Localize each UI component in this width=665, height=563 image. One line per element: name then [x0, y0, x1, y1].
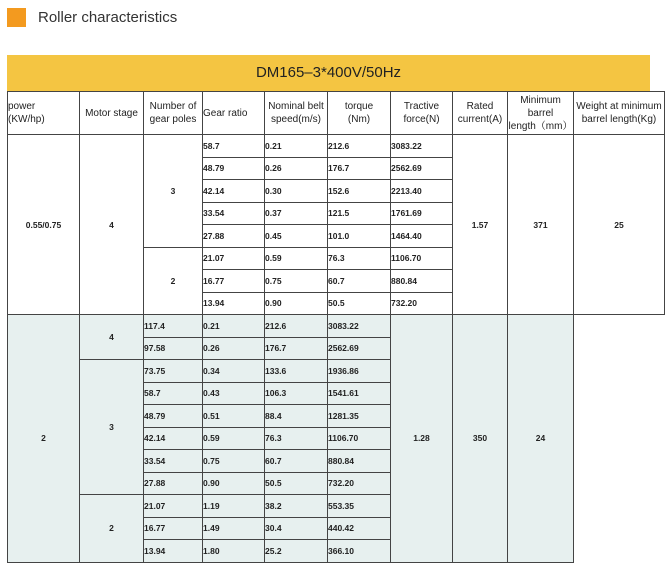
barrel-length-cell: 350	[453, 315, 508, 563]
roller-spec-table	[7, 91, 665, 563]
gear-ratio-cell: 13.94	[144, 540, 203, 563]
torque-cell: 106.3	[265, 382, 328, 405]
tractive-force-cell: 1106.70	[328, 427, 391, 450]
torque-cell: 50.5	[265, 472, 328, 495]
belt-speed-cell: 0.43	[203, 382, 265, 405]
gear-poles-cell: 4	[80, 315, 144, 360]
header-row	[8, 92, 665, 135]
col-gear-ratio: Gear ratio	[203, 92, 265, 135]
tractive-force-cell: 732.20	[328, 472, 391, 495]
belt-speed-cell: 1.19	[203, 495, 265, 518]
section-title: Roller characteristics	[38, 9, 178, 26]
tractive-force-cell: 1106.70	[391, 247, 453, 270]
torque-cell: 176.7	[328, 157, 391, 180]
belt-speed-cell: 0.21	[265, 135, 328, 158]
col-gear-poles: Number of gear poles	[144, 92, 203, 135]
gear-ratio-cell: 16.77	[144, 517, 203, 540]
belt-speed-cell: 0.30	[265, 180, 328, 203]
torque-cell: 60.7	[328, 270, 391, 293]
tractive-force-cell: 2562.69	[328, 337, 391, 360]
belt-speed-cell: 0.26	[265, 157, 328, 180]
gear-ratio-cell: 48.79	[144, 405, 203, 428]
col-torque: torque (Nm)	[328, 92, 391, 135]
gear-ratio-cell: 13.94	[203, 292, 265, 315]
tractive-force-cell: 880.84	[328, 450, 391, 473]
belt-speed-cell: 0.90	[265, 292, 328, 315]
gear-ratio-cell: 117.4	[144, 315, 203, 338]
torque-cell: 76.3	[328, 247, 391, 270]
tractive-force-cell: 366.10	[328, 540, 391, 563]
gear-ratio-cell: 27.88	[144, 472, 203, 495]
stage-group-2	[8, 315, 665, 563]
belt-speed-cell: 1.49	[203, 517, 265, 540]
barrel-length-cell: 371	[508, 135, 574, 315]
torque-cell: 60.7	[265, 450, 328, 473]
torque-cell: 88.4	[265, 405, 328, 428]
torque-cell: 176.7	[265, 337, 328, 360]
torque-cell: 212.6	[328, 135, 391, 158]
tractive-force-cell: 553.35	[328, 495, 391, 518]
belt-speed-cell: 0.75	[265, 270, 328, 293]
gear-ratio-cell: 27.88	[203, 225, 265, 248]
tractive-force-cell: 880.84	[391, 270, 453, 293]
gear-poles-cell: 2	[80, 495, 144, 563]
gear-poles-cell: 3	[144, 135, 203, 248]
model-banner: DM165–3*400V/50Hz	[7, 55, 650, 91]
section-marker-square	[7, 8, 26, 27]
tractive-force-cell: 1464.40	[391, 225, 453, 248]
gear-ratio-cell: 16.77	[203, 270, 265, 293]
gear-ratio-cell: 73.75	[144, 360, 203, 383]
tractive-force-cell: 440.42	[328, 517, 391, 540]
torque-cell: 152.6	[328, 180, 391, 203]
gear-ratio-cell: 48.79	[203, 157, 265, 180]
tractive-force-cell: 1761.69	[391, 202, 453, 225]
belt-speed-cell: 0.37	[265, 202, 328, 225]
torque-cell: 133.6	[265, 360, 328, 383]
belt-speed-cell: 0.59	[265, 247, 328, 270]
belt-speed-cell: 0.90	[203, 472, 265, 495]
weight-cell: 24	[508, 315, 574, 563]
gear-ratio-cell: 42.14	[144, 427, 203, 450]
torque-cell: 212.6	[265, 315, 328, 338]
torque-cell: 25.2	[265, 540, 328, 563]
tractive-force-cell: 2562.69	[391, 157, 453, 180]
torque-cell: 121.5	[328, 202, 391, 225]
tractive-force-cell: 3083.22	[391, 135, 453, 158]
col-min-barrel-length: Minimum barrel length（mm）	[508, 92, 574, 135]
torque-cell: 50.5	[328, 292, 391, 315]
col-motor-stage: Motor stage	[80, 92, 144, 135]
belt-speed-cell: 0.59	[203, 427, 265, 450]
torque-cell: 30.4	[265, 517, 328, 540]
col-weight: Weight at minimum barrel length(Kg)	[574, 92, 665, 135]
tractive-force-cell: 3083.22	[328, 315, 391, 338]
belt-speed-cell: 0.26	[203, 337, 265, 360]
rated-current-cell: 1.57	[453, 135, 508, 315]
belt-speed-cell: 0.45	[265, 225, 328, 248]
belt-speed-cell: 0.75	[203, 450, 265, 473]
gear-ratio-cell: 21.07	[203, 247, 265, 270]
belt-speed-cell: 0.21	[203, 315, 265, 338]
col-power: power (KW/hp)	[8, 92, 80, 135]
belt-speed-cell: 0.51	[203, 405, 265, 428]
gear-poles-cell: 3	[80, 360, 144, 495]
tractive-force-cell: 1936.86	[328, 360, 391, 383]
weight-cell: 25	[574, 135, 665, 315]
tractive-force-cell: 1281.35	[328, 405, 391, 428]
table-row	[8, 315, 665, 338]
torque-cell: 76.3	[265, 427, 328, 450]
torque-cell: 101.0	[328, 225, 391, 248]
tractive-force-cell: 732.20	[391, 292, 453, 315]
rated-current-cell: 1.28	[391, 315, 453, 563]
tractive-force-cell: 1541.61	[328, 382, 391, 405]
stage-group-4	[8, 135, 665, 315]
tractive-force-cell: 2213.40	[391, 180, 453, 203]
table-row	[8, 135, 665, 158]
power-cell: 0.55/0.75	[8, 135, 80, 315]
motor-stage-cell: 2	[8, 315, 80, 563]
gear-ratio-cell: 97.58	[144, 337, 203, 360]
gear-ratio-cell: 33.54	[203, 202, 265, 225]
gear-poles-cell: 2	[144, 247, 203, 315]
col-rated-current: Rated current(A)	[453, 92, 508, 135]
gear-ratio-cell: 33.54	[144, 450, 203, 473]
motor-stage-cell: 4	[80, 135, 144, 315]
torque-cell: 38.2	[265, 495, 328, 518]
col-belt-speed: Nominal belt speed(m/s)	[265, 92, 328, 135]
belt-speed-cell: 0.34	[203, 360, 265, 383]
gear-ratio-cell: 58.7	[144, 382, 203, 405]
gear-ratio-cell: 21.07	[144, 495, 203, 518]
gear-ratio-cell: 58.7	[203, 135, 265, 158]
belt-speed-cell: 1.80	[203, 540, 265, 563]
col-tractive-force: Tractive force(N)	[391, 92, 453, 135]
gear-ratio-cell: 42.14	[203, 180, 265, 203]
